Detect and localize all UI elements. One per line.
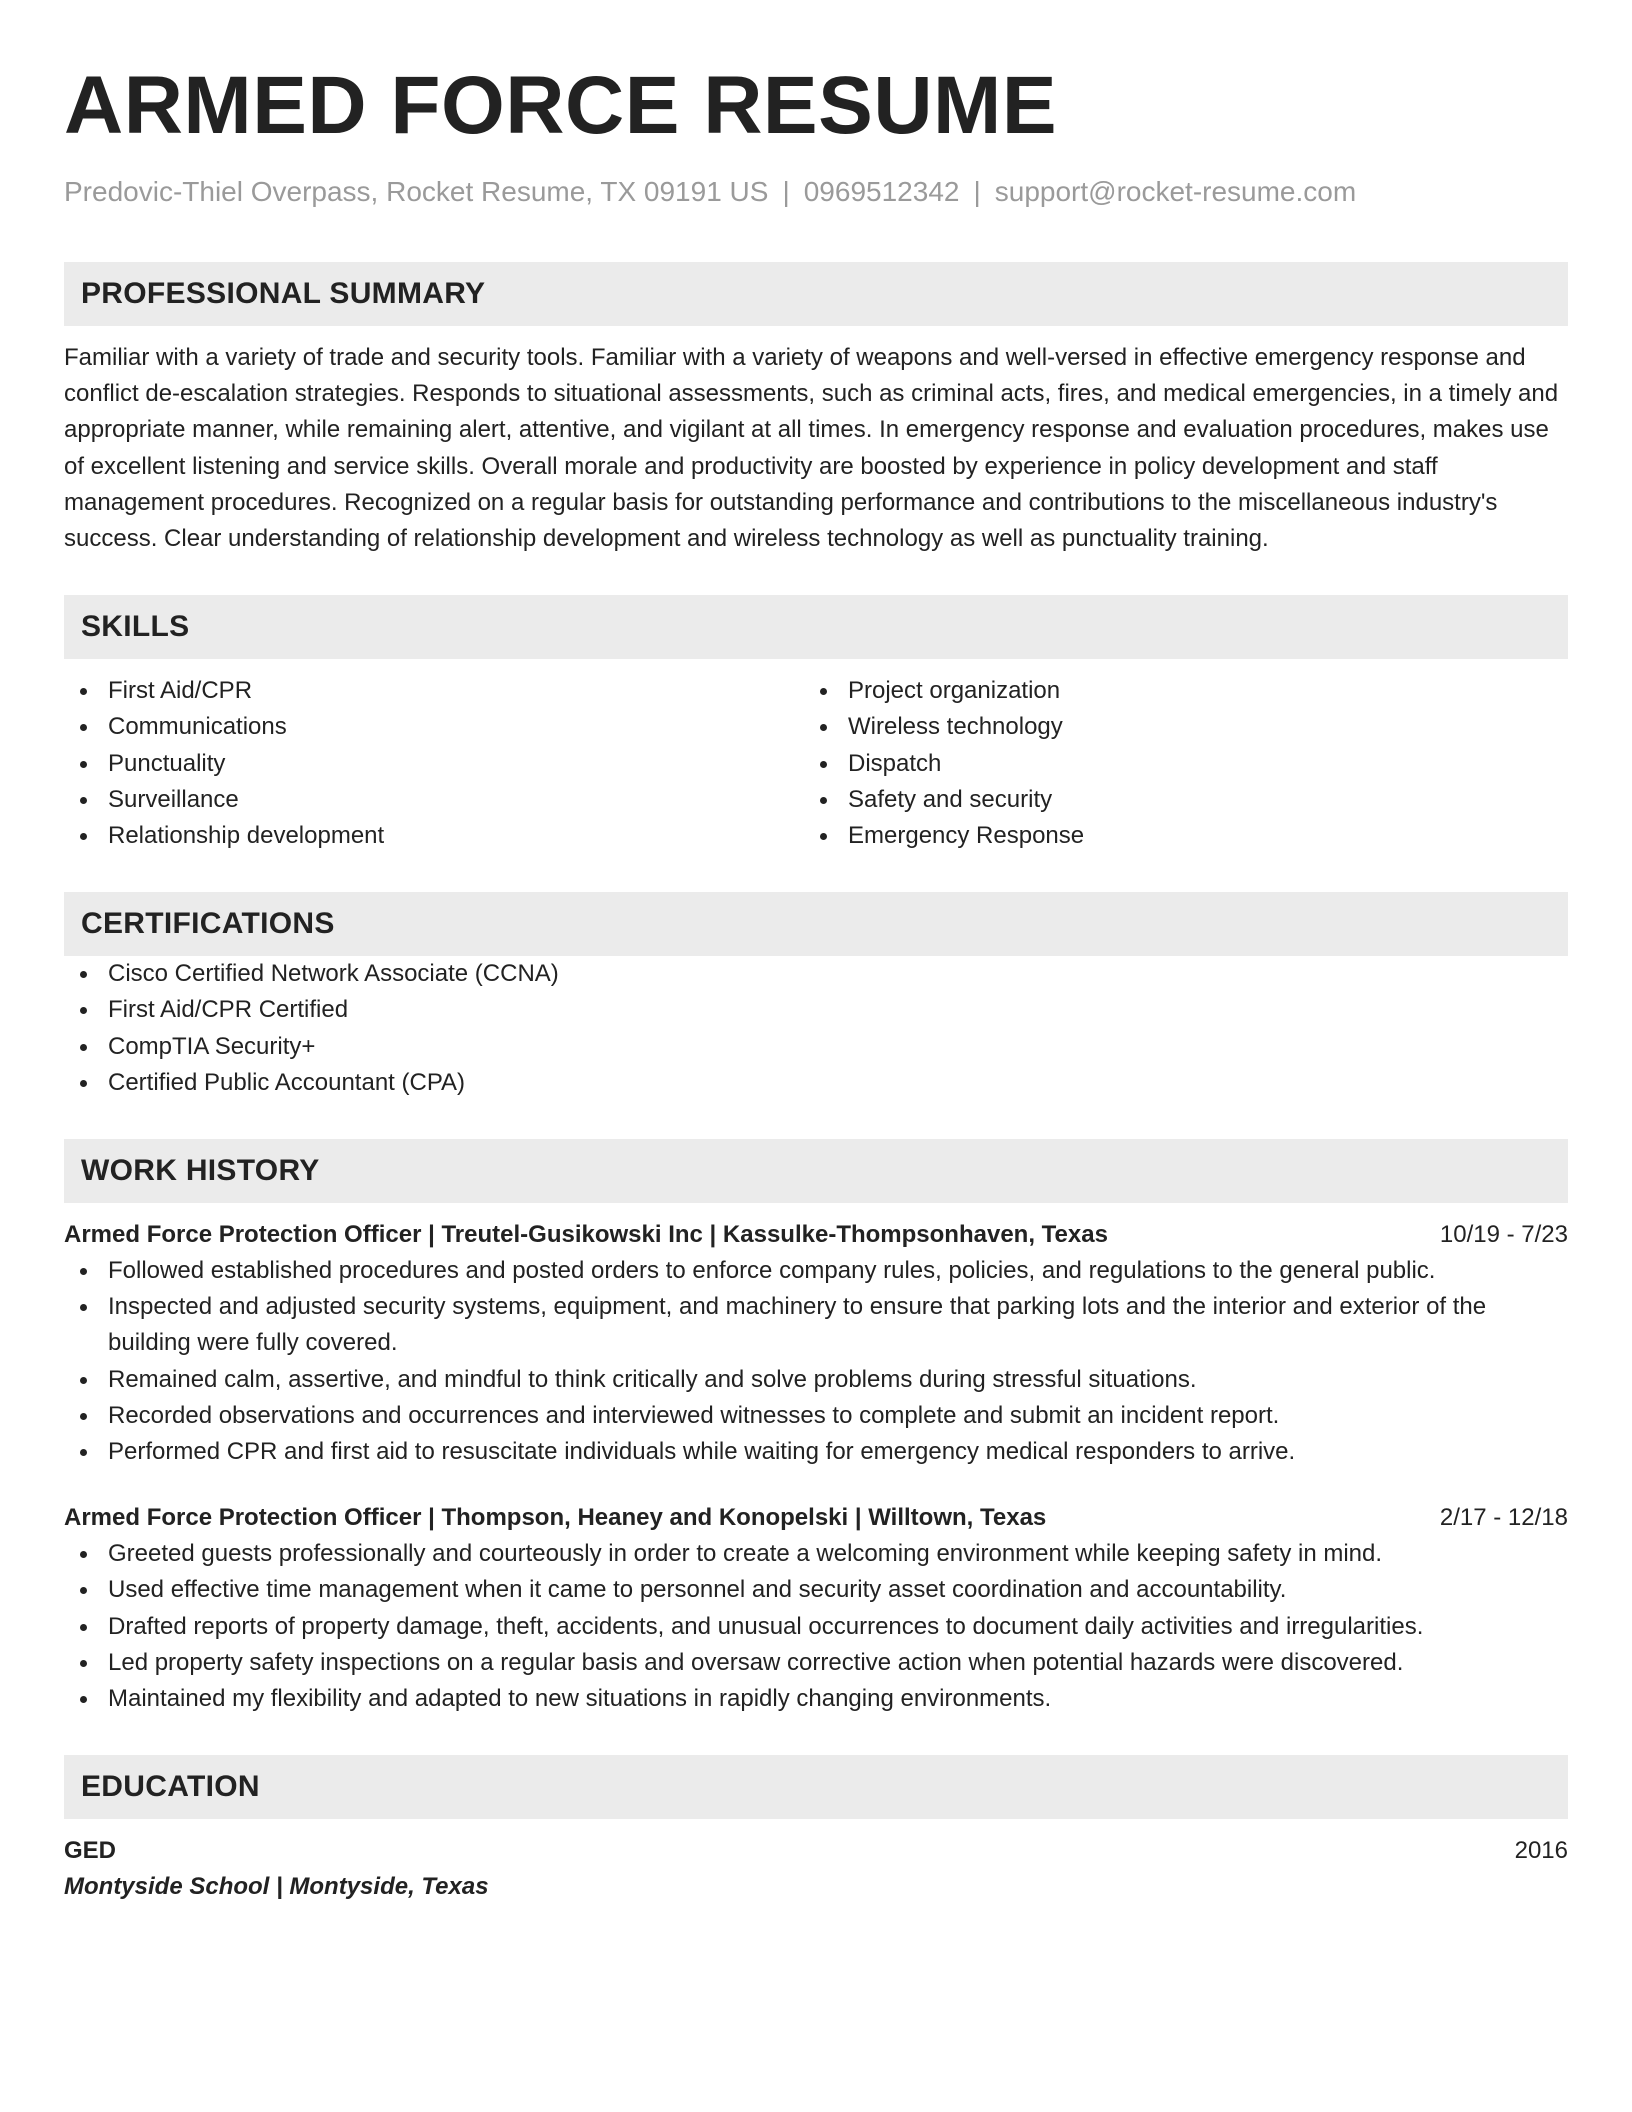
section-heading-certifications: CERTIFICATIONS [64,892,1568,956]
skill-item: Emergency Response [804,818,1544,854]
job-duty-item: Inspected and adjusted security systems, equipment, and machinery to ensure that parking lots and the interior and exterior of the building were fully covered. [64,1289,1568,1361]
skill-item: First Aid/CPR [64,673,804,709]
certification-item: CompTIA Security+ [64,1029,1568,1065]
skill-item: Dispatch [804,746,1544,782]
skill-item: Surveillance [64,782,804,818]
contact-separator: | [782,176,790,207]
job-title: Armed Force Protection Officer | Thompson, Heaney and Konopelski | Willtown, Texas [64,1504,1047,1532]
job-duties-list [64,1536,1568,1717]
summary-text: Familiar with a variety of trade and security tools. Familiar with a variety of weapons and well-versed in effective emergency response and conflict de-escalation strategies. Responds to situational assessments, such as criminal acts, fires, and medical emergencies, in a timely and appropriate manner, while remaining alert, attentive, and vigilant at all times. In emergency response and evaluation procedures, makes use of excellent listening and service skills. Overall morale and productivity are boosted by experience in policy development and staff management procedures. Recognized on a regular basis for outstanding performance and contributions to the miscellaneous industry's success. Clear understanding of relationship development and wireless technology as well as punctuality training. [64,344,1559,553]
contact-separator: | [973,176,981,207]
skill-item: Safety and security [804,782,1544,818]
skill-item: Communications [64,709,804,745]
section-heading-education: EDUCATION [64,1755,1568,1819]
job-duty-item: Remained calm, assertive, and mindful to think critically and solve problems during stressful situations. [64,1362,1568,1398]
education-header [64,1833,1568,1869]
skill-item: Punctuality [64,746,804,782]
job-duty-item: Followed established procedures and posted orders to enforce company rules, policies, and regulations to the general public. [64,1253,1568,1289]
certification-item: Cisco Certified Network Associate (CCNA) [64,956,1568,992]
education-year: 2016 [1514,1837,1568,1865]
section-heading-skills: SKILLS [64,595,1568,659]
education-degree: GED [64,1837,117,1865]
skill-item: Relationship development [64,818,804,854]
job-duty-item: Performed CPR and first aid to resuscitate individuals while waiting for emergency medical responders to arrive. [64,1434,1568,1470]
job-header [64,1500,1568,1536]
job-entry [64,1500,1568,1717]
job-duty-item: Maintained my flexibility and adapted to new situations in rapidly changing environments. [64,1681,1568,1717]
job-duty-item: Led property safety inspections on a regular basis and oversaw corrective action when potential hazards were discovered. [64,1645,1568,1681]
job-duty-item: Recorded observations and occurrences and interviewed witnesses to complete and submit an incident report. [64,1398,1568,1434]
job-duty-item: Drafted reports of property damage, theft, accidents, and unusual occurrences to document daily activities and irregularities. [64,1609,1568,1645]
contact-address: Predovic-Thiel Overpass, Rocket Resume, TX 09191 US [64,176,769,207]
contact-line [64,174,1568,210]
job-duties-list [64,1253,1568,1470]
job-dates: 2/17 - 12/18 [1439,1504,1568,1532]
job-header [64,1217,1568,1253]
resume-name: ARMED FORCE RESUME [64,60,1058,151]
education-school: Montyside School | Montyside, Texas [64,1873,489,1901]
job-title: Armed Force Protection Officer | Treutel-Gusikowski Inc | Kassulke-Thompsonhaven, Texas [64,1221,1108,1249]
section-heading-work-history: WORK HISTORY [64,1139,1568,1203]
certification-item: First Aid/CPR Certified [64,992,1568,1028]
job-duty-item: Used effective time management when it came to personnel and security asset coordination and accountability. [64,1572,1568,1608]
contact-email: support@rocket-resume.com [994,176,1357,207]
certifications-list [64,956,1568,1101]
contact-phone: 0969512342 [803,176,960,207]
education-entry [64,1833,1568,1905]
job-entry [64,1217,1568,1470]
skills-list [64,673,1568,854]
section-heading-summary: PROFESSIONAL SUMMARY [64,262,1568,326]
skill-item: Wireless technology [804,709,1544,745]
certification-item: Certified Public Accountant (CPA) [64,1065,1568,1101]
skills-column-left [64,673,804,854]
skills-column-right [804,673,1544,854]
skill-item: Project organization [804,673,1544,709]
job-dates: 10/19 - 7/23 [1439,1221,1568,1249]
job-duty-item: Greeted guests professionally and courteously in order to create a welcoming environment while keeping safety in mind. [64,1536,1568,1572]
